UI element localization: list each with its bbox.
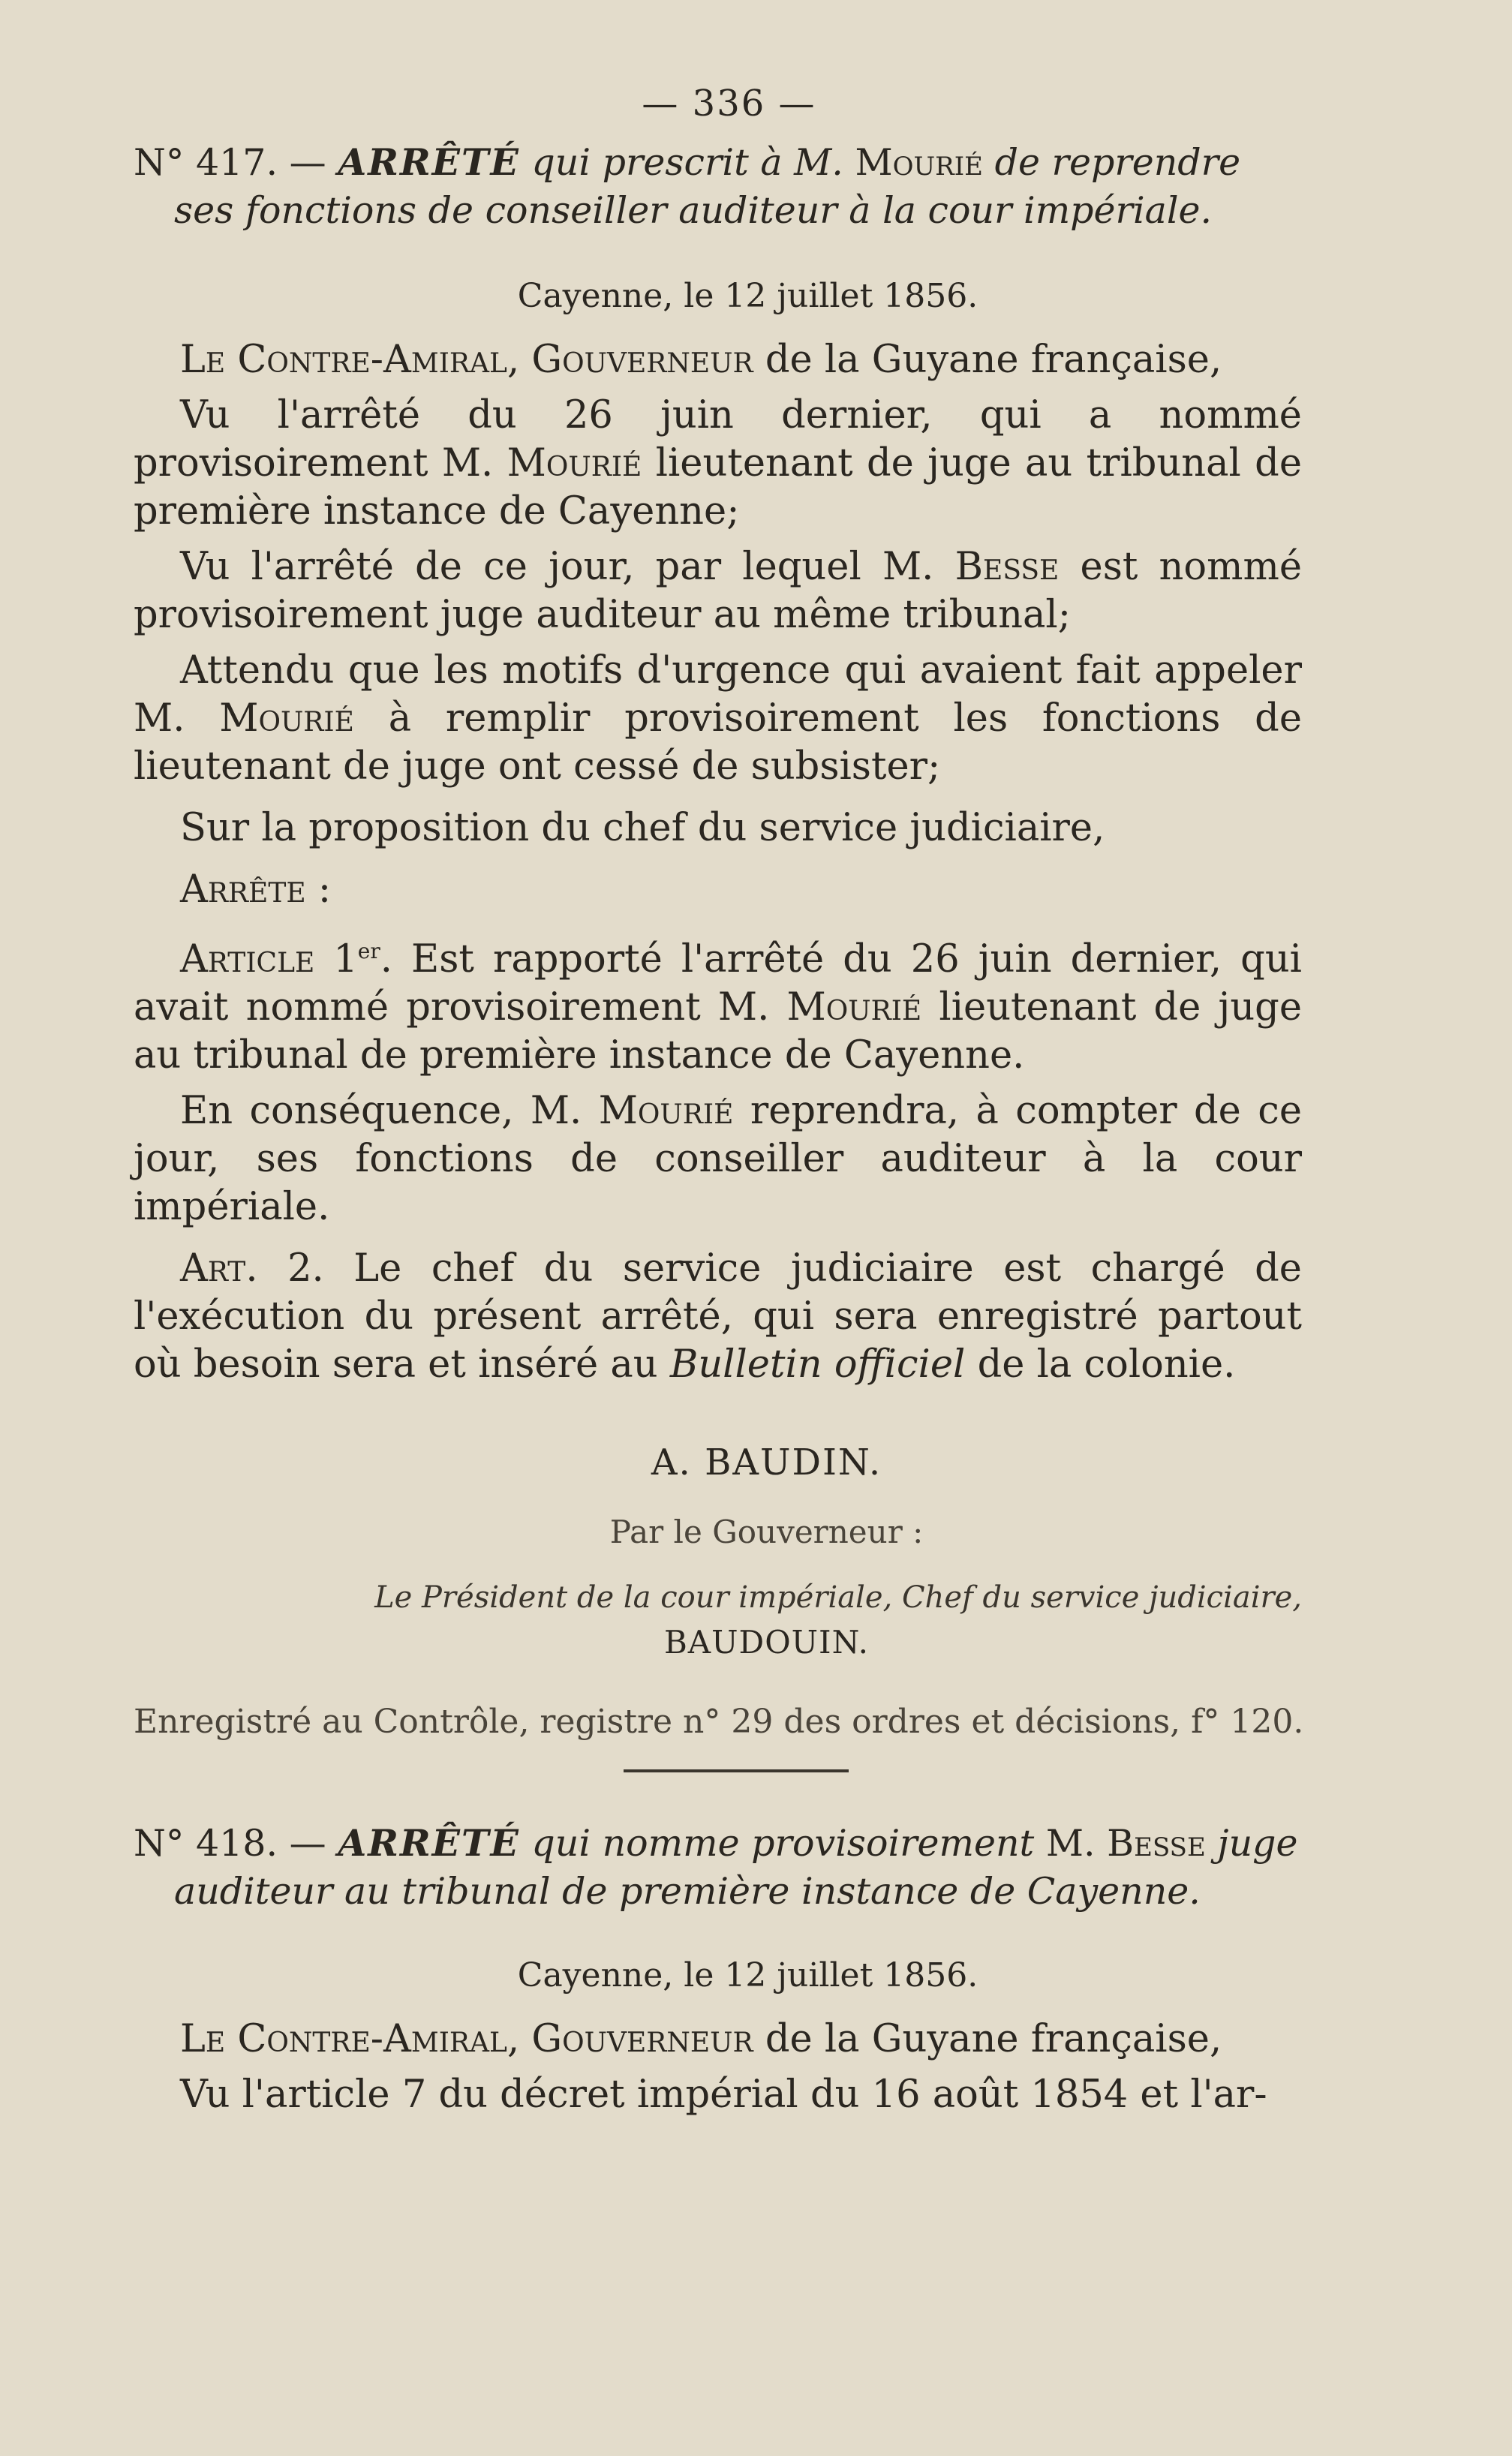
preamble-governor: Le Contre-Amiral, Gouverneur de la Guyane française, — [180, 338, 1222, 382]
registration-note: Enregistré au Contrôle, registre n° 29 des ordres et décisions, f° 120. — [134, 1703, 1304, 1741]
dateline: Cayenne, le 12 juillet 1856. — [517, 277, 978, 315]
article-1: Article 1er. Est rapporté l'arrêté du 26 juin dernier, qui avait nommé provisoirement M. Mourié lieutenant de juge au tribunal de première instance de Cayenne. — [134, 937, 1302, 1078]
signature-baudin: A. BAUDIN. — [651, 1441, 882, 1484]
consequence: En conséquence, M. Mourié reprendra, à compter de ce jour, ses fonctions de conseiller auditeur à la cour impériale. — [134, 1089, 1303, 1229]
recital-1: Vu l'article 7 du décret impérial du 16 août 1854 et l'ar- — [180, 2073, 1267, 2117]
president-title: Le Président de la cour impériale, Chef du service judiciaire, — [374, 1580, 1302, 1615]
par-le-gouverneur: Par le Gouverneur : — [609, 1514, 924, 1550]
preamble-governor: Le Contre-Amiral, Gouverneur de la Guyane française, — [180, 2017, 1222, 2061]
person-name: Mourié — [855, 141, 984, 184]
article-2: Art. 2. Le chef du service judiciaire est chargé de l'exécution du présent arrêté, qui sera enregistré partout où besoin sera et inséré au Bulletin officiel de la colonie. — [134, 1246, 1302, 1387]
dateline: Cayenne, le 12 juillet 1856. — [517, 1956, 978, 1995]
decree-417-heading: N° 417. — ARRÊTÉ qui prescrit à M. Mourié de reprendre ses fonctions de conseiller auditeur à la cour impériale. — [134, 140, 1241, 232]
recital-4: Sur la proposition du chef du service judiciaire, — [180, 806, 1105, 850]
page-number: — 336 — — [642, 83, 816, 125]
recital-1: Vu l'arrêté du 26 juin dernier, qui a nommé provisoirement M. Mourié lieutenant de juge au tribunal de première instance de Cayenne; — [134, 393, 1302, 534]
decree-type: ARRÊTÉ — [338, 140, 520, 184]
decree-type: ARRÊTÉ — [338, 1821, 520, 1865]
arrete-label: Arrête : — [180, 867, 332, 912]
section-divider — [624, 1769, 849, 1772]
decree-418-heading: N° 418. — ARRÊTÉ qui nomme provisoirement M. Besse juge auditeur au tribunal de première instance de Cayenne. — [134, 1821, 1298, 1913]
person-name: Besse — [1107, 1822, 1206, 1865]
recital-2: Vu l'arrêté de ce jour, par lequel M. Besse est nommé provisoirement juge auditeur au même tribunal; — [134, 545, 1303, 637]
decree-number: N° 417. — [134, 141, 278, 184]
recital-3: Attendu que les motifs d'urgence qui avaient fait appeler M. Mourié à remplir provisoirement les fonctions de lieutenant de juge ont cessé de subsister; — [134, 648, 1303, 789]
signature-baudouin: BAUDOUIN. — [663, 1624, 870, 1661]
decree-number: N° 418. — [134, 1822, 278, 1865]
